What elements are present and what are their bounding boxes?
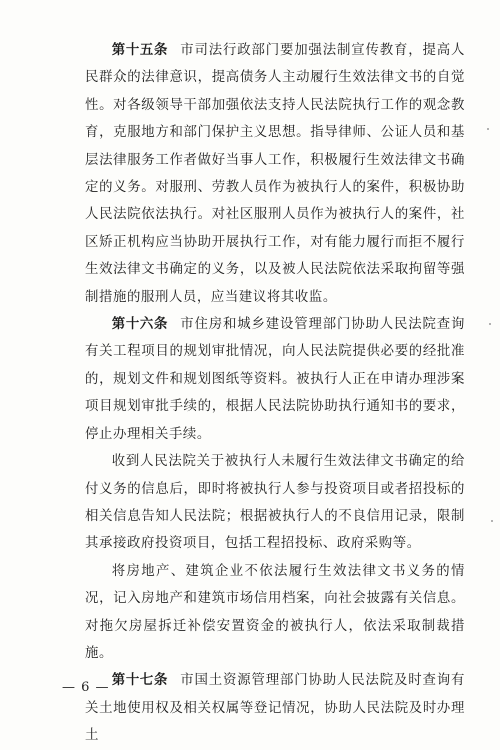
- article-16-paragraph-3: [85, 558, 465, 668]
- article-17-text: 市国土资源管理部门协助人民法院及时查询有关土地使用权及相关权属等登记情况，协助人民法院及时办理土: [85, 673, 466, 744]
- article-16-paragraph-2: [85, 448, 465, 558]
- article-17-paragraph: [85, 667, 465, 749]
- document-body: [85, 37, 465, 750]
- article-15-number: 第十五条: [111, 42, 168, 58]
- article-16-paragraph: [85, 311, 465, 448]
- article-15-paragraph: [85, 37, 465, 311]
- article-15-text: 市司法行政部门要加强法制宣传教育，提高人民群众的法律意识，提高债务人主动履行生效法律文书的自觉性。对各级领导干部加强依法支持人民法院执行工作的观念教育，克服地方和部门保护主义思想。指导律师、公证人员和基层法律服务工作者做好当事人工作，积极履行生效法律文书确定的义务。对服刑、劳教人员作为被执行人的案件，积极协助人民法院依法执行。对社区服刑人员作为被执行人的案件，社区矫正机构应当协助开展执行工作，对有能力履行而拒不履行生效法律文书确定的义务，以及被人民法院依法采取拘留等强制措施的服刑人员，应当建议将其收监。: [85, 43, 466, 305]
- scan-speck: [491, 520, 493, 522]
- article-16-text: 市住房和城乡建设管理部门协助人民法院查询有关工程项目的规划审批情况，向人民法院提供必要的经批准的，规划文件和规划图纸等资料。被执行人正在申请办理涉案项目规划审批手续的，根据人民法院协助执行通知书的要求，停止办理相关手续。: [85, 317, 466, 442]
- scan-speck: [489, 323, 491, 325]
- scan-speck: [487, 128, 489, 130]
- article-17-number: 第十七条: [111, 672, 168, 689]
- article-16-number: 第十六条: [111, 316, 168, 333]
- article-16-text-2: 收到人民法院关于被执行人未履行生效法律文书确定的给付义务的信息后，即时将被执行人参与投资项目或者招投标的相关信息告知人民法院；根据被执行人的不良信用记录，限制其承接政府投资项目，包括工程招投标、政府采购等。: [85, 454, 465, 552]
- article-16-text-3: 将房地产、建筑企业不依法履行生效法律文书义务的情况，记入房地产和建筑市场信用档案，向社会披露有关信息。对拖欠房屋拆迁补偿安置资金的被执行人，依法采取制裁措施。: [85, 563, 465, 661]
- page-number: — 6 —: [62, 680, 110, 695]
